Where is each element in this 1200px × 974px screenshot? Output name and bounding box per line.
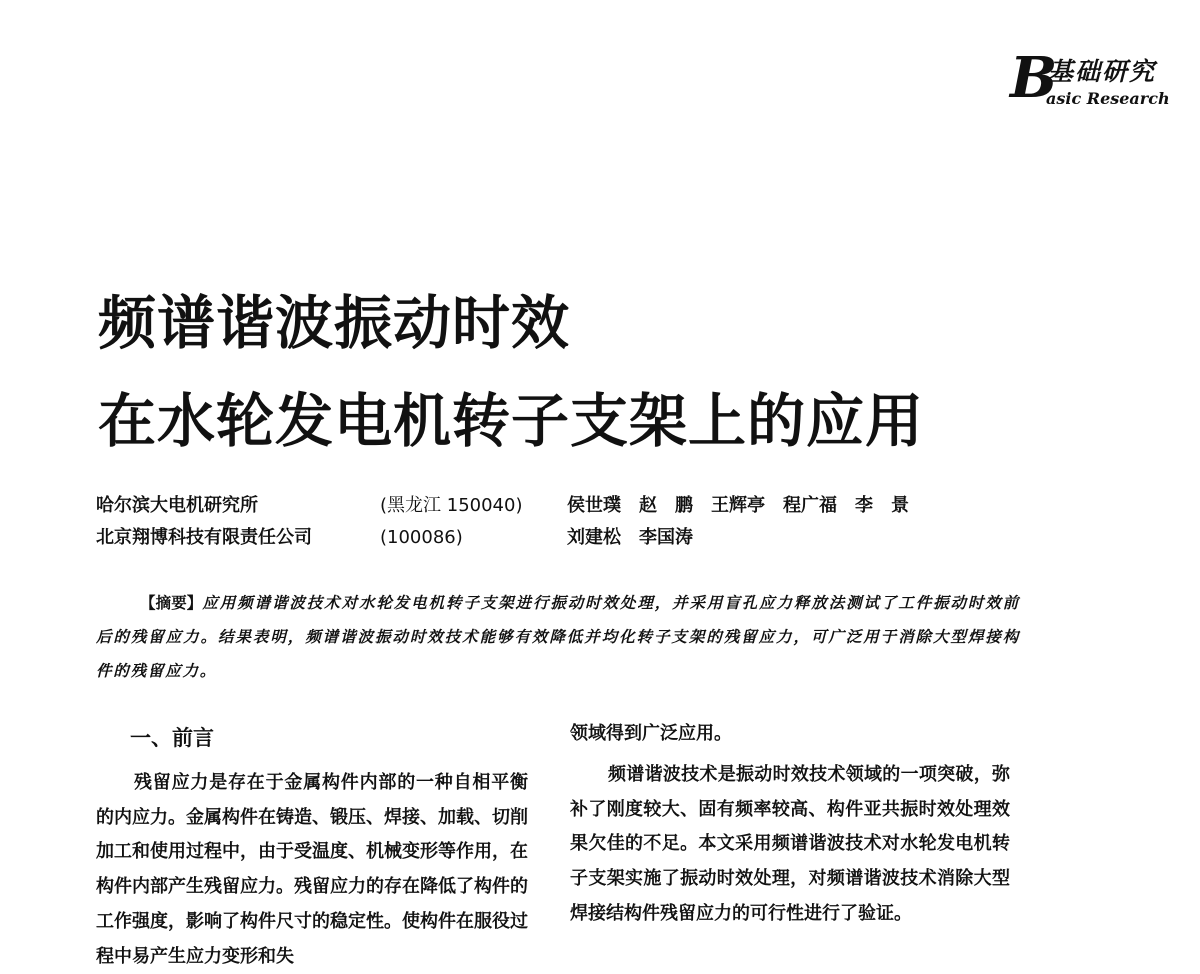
paper-title-line-1: 频谱谐波振动时效 (98, 289, 571, 357)
body-text-left-column: 残留应力是存在于金属构件内部的一种自相平衡的内应力。金属构件在铸造、锻压、焊接、加载、切削加工和使用过程中，由于受温度、机械变形等作用，在构件内部产生残留应力。残留应力的存在降低了构件的工作强度，影响了构件尺寸的稳定性。使构件在服役过程中易产生应力变形和失 (96, 772, 528, 967)
body-text-right-continuation: 领域得到广泛应用。 (570, 723, 732, 744)
abstract-text: 应用频谱谐波技术对水轮发电机转子支架进行振动时效处理，并采用盲孔应力释放法测试了工件振动时效前后的残留应力。结果表明，频谱谐波振动时效技术能够有效降低并均化转子支架的残留应力，可广泛用于消除大型焊接构件的残留应力。 (96, 593, 1020, 680)
section-heading-introduction: 一、前言 (130, 726, 214, 750)
logo-chinese-text: 基础研究 (1048, 57, 1157, 86)
affiliation-zip-1: (黑龙江 150040) (380, 495, 523, 516)
abstract-label: 【摘要】 (140, 593, 203, 612)
author-list-1: 侯世璞 赵 鹏 王辉亭 程广福 李 景 (567, 495, 909, 516)
logo-letter: B (1010, 45, 1058, 111)
abstract (96, 586, 1020, 688)
logo-english-text: asic Research (1046, 89, 1170, 108)
paper-title-line-2: 在水轮发电机转子支架上的应用 (98, 387, 925, 455)
journal-section-logo (1010, 45, 1170, 111)
affiliation-zip-2: (100086) (380, 527, 463, 548)
affiliation-org-1: 哈尔滨大电机研究所 (96, 495, 258, 516)
author-list-2: 刘建松 李国涛 (567, 527, 693, 548)
body-text-right-paragraph: 频谱谐波技术是振动时效技术领域的一项突破，弥补了刚度较大、固有频率较高、构件亚共振时效处理效果欠佳的不足。本文采用频谱谐波技术对水轮发电机转子支架实施了振动时效处理，对频谱谐波技术消除大型焊接结构件残留应力的可行性进行了验证。 (570, 764, 1010, 924)
affiliation-org-2: 北京翔博科技有限责任公司 (96, 527, 312, 548)
